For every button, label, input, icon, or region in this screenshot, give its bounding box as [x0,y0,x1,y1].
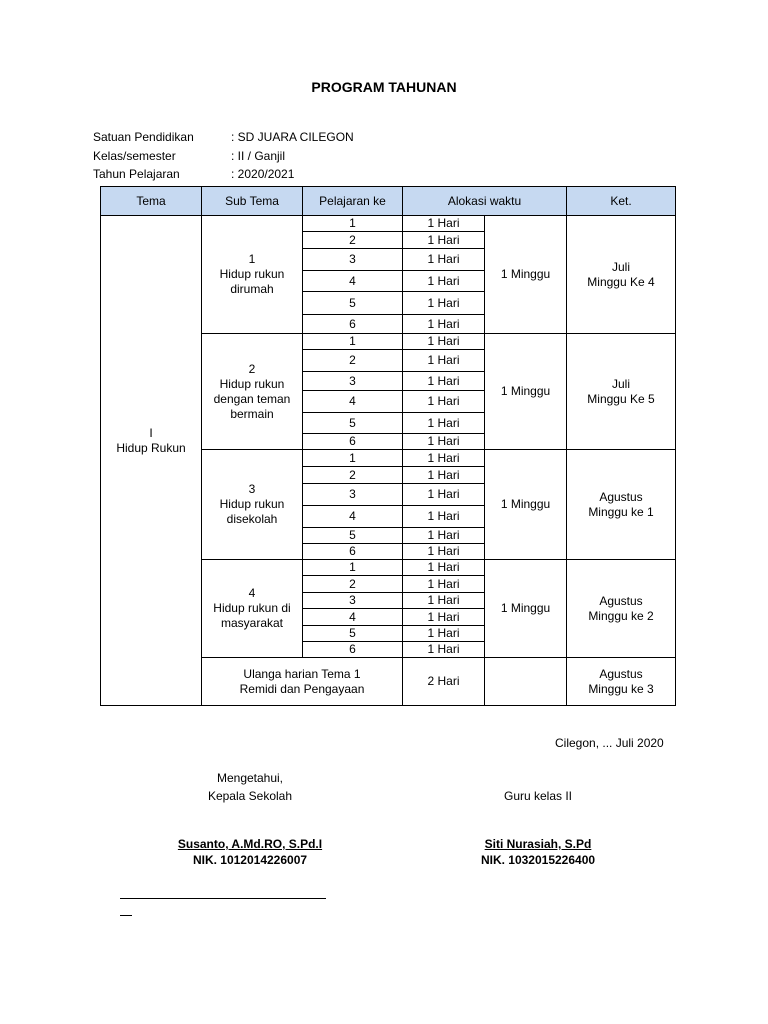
lesson-number: 5 [303,528,403,544]
ulangan-empty [485,658,567,706]
meta-label: Satuan Pendidikan [93,130,194,144]
ulangan-label-1: Ulanga harian Tema 1 [243,666,361,681]
ulangan-label-cell [202,658,403,706]
program-table [100,186,676,706]
subtema-name: Hidup rukun dengan teman bermain [213,376,291,421]
lesson-number: 4 [303,609,403,626]
header-sub-tema: Sub Tema [202,187,303,216]
subtema-duration: 1 Minggu [485,450,567,560]
lesson-allocation: 1 Hari [403,560,485,576]
lesson-allocation: 1 Hari [403,467,485,484]
ket-month: Agustus [599,489,643,504]
lesson-allocation: 1 Hari [403,249,485,271]
meta-value: : 2020/2021 [231,167,295,181]
right-sign-label: Guru kelas II [503,789,573,803]
lesson-number: 3 [303,593,403,609]
subtema-duration: 1 Minggu [485,334,567,450]
lesson-allocation: 1 Hari [403,232,485,249]
ket-month: Agustus [599,666,643,681]
ket-week: Minggu Ke 5 [587,391,655,406]
lesson-allocation: 1 Hari [403,642,485,658]
header-alokasi-waktu: Alokasi waktu [403,187,567,216]
subtema-duration: 1 Minggu [485,216,567,334]
lesson-number: 6 [303,544,403,560]
lesson-allocation: 1 Hari [403,391,485,413]
ket-week: Minggu ke 3 [588,681,654,696]
subtema-name: Hidup rukun di masyarakat [213,601,291,630]
ket-week: Minggu Ke 4 [587,274,655,289]
lesson-number: 1 [303,216,403,232]
lesson-number: 6 [303,642,403,658]
lesson-allocation: 1 Hari [403,216,485,232]
lesson-allocation: 1 Hari [403,506,485,528]
tema-cell [101,216,202,706]
lesson-number: 1 [303,334,403,350]
subtema-number: 4 [248,586,256,600]
lesson-number: 3 [303,249,403,271]
lesson-number: 3 [303,372,403,391]
lesson-number: 2 [303,232,403,249]
lesson-number: 6 [303,434,403,450]
lesson-number: 4 [303,506,403,528]
left-sign-label-1: Mengetahui, [216,771,284,785]
meta-label: Tahun Pelajaran [93,167,180,181]
lesson-allocation: 1 Hari [403,609,485,626]
subtema-name: Hidup rukun dirumah [219,267,285,296]
lesson-number: 5 [303,626,403,642]
ket-month: Agustus [599,593,643,608]
lesson-allocation: 1 Hari [403,271,485,292]
ulangan-label-2: Remidi dan Pengayaan [239,681,365,696]
left-signer-name: Susanto, A.Md.RO, S.Pd.I [177,837,323,851]
lesson-number: 2 [303,350,403,372]
lesson-number: 5 [303,413,403,434]
subtema-cell [202,450,303,560]
lesson-number: 1 [303,450,403,467]
lesson-allocation: 1 Hari [403,593,485,609]
footer-short-line [120,915,132,916]
left-sign-label-2: Kepala Sekolah [207,789,293,803]
header-tema: Tema [101,187,202,216]
right-signer-name: Siti Nurasiah, S.Pd [484,837,592,851]
subtema-duration: 1 Minggu [485,560,567,658]
meta-value: : II / Ganjil [231,149,286,163]
tema-number: I [149,425,153,440]
lesson-allocation: 1 Hari [403,372,485,391]
subtema-number: 3 [248,482,256,496]
lesson-allocation: 1 Hari [403,484,485,506]
subtema-ket [567,334,676,450]
tema-name: Hidup Rukun [116,440,186,455]
lesson-allocation: 1 Hari [403,292,485,315]
page-title: PROGRAM TAHUNAN [311,79,457,95]
lesson-allocation: 1 Hari [403,626,485,642]
lesson-allocation: 1 Hari [403,413,485,434]
subtema-number: 1 [248,252,256,266]
lesson-allocation: 1 Hari [403,434,485,450]
lesson-number: 3 [303,484,403,506]
meta-value: : SD JUARA CILEGON [231,130,354,144]
place-date: Cilegon, ... Juli 2020 [555,736,664,750]
lesson-allocation: 1 Hari [403,528,485,544]
left-signer-nik: NIK. 1012014226007 [192,853,308,867]
footer-line [120,898,326,899]
lesson-allocation: 1 Hari [403,315,485,334]
lesson-number: 2 [303,576,403,593]
subtema-number: 2 [248,361,256,376]
table-header-row [101,187,676,216]
subtema-ket [567,216,676,334]
lesson-allocation: 1 Hari [403,576,485,593]
lesson-number: 1 [303,560,403,576]
lesson-allocation: 1 Hari [403,334,485,350]
ket-month: Juli [611,259,630,274]
lesson-allocation: 1 Hari [403,350,485,372]
ulangan-ket [567,658,676,706]
lesson-allocation: 1 Hari [403,544,485,560]
ket-week: Minggu ke 2 [588,608,654,623]
ulangan-duration: 2 Hari [403,658,485,706]
lesson-number: 5 [303,292,403,315]
header-ket: Ket. [567,187,676,216]
header-pelajaran-ke: Pelajaran ke [303,187,403,216]
table-row [101,216,676,232]
lesson-allocation: 1 Hari [403,450,485,467]
right-signer-nik: NIK. 1032015226400 [480,853,596,867]
subtema-cell [202,216,303,334]
subtema-ket [567,560,676,658]
subtema-name: Hidup rukun disekolah [219,497,285,526]
lesson-number: 4 [303,271,403,292]
lesson-number: 6 [303,315,403,334]
ket-month: Juli [611,376,630,391]
lesson-number: 2 [303,467,403,484]
subtema-cell [202,560,303,658]
meta-label: Kelas/semester [93,149,176,163]
ket-week: Minggu ke 1 [588,504,654,519]
subtema-cell [202,334,303,450]
subtema-ket [567,450,676,560]
lesson-number: 4 [303,391,403,413]
